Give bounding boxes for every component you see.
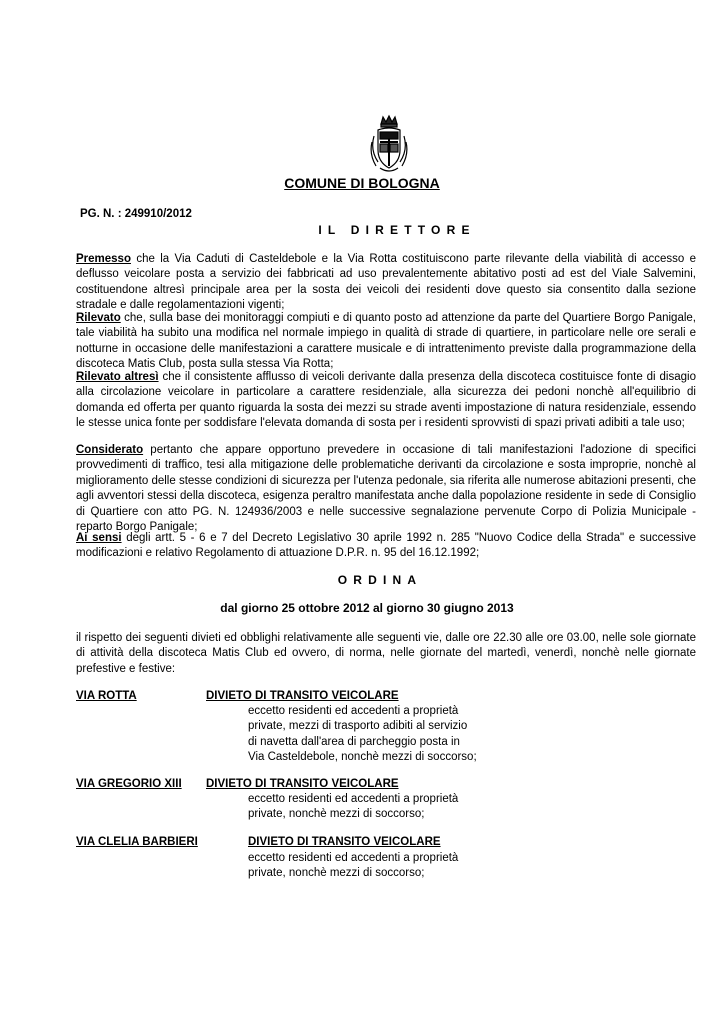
street-exceptions xyxy=(248,851,458,882)
exception-line: private, mezzi di trasporto adibiti al servizio xyxy=(248,720,468,733)
order-intro: il rispetto dei seguenti divieti ed obblighi relativamente alle seguenti vie, dalle ore 22.30 alle ore 03.00, nelle sole giornate di attività della discoteca Matis Club ed ovvero, di norma, nelle giornate del martedì, venerdì, nonchè nelle giornate prefestive e festive: xyxy=(76,632,696,675)
preamble-premesso xyxy=(76,252,696,314)
preamble-text: che il consistente afflusso di veicoli derivante dalla presenza della discoteca costituisce fonte di disagio alla circolazione veicolare in particolare a carattere residenziale, alla sicurezza dei pedoni nonchè all'equilibrio di domanda ed offerta per quanto riguarda la sosta dei mezzi su strade aventi impostazione di natura residenziale, essendo le stesse unica fonte per soddisfare l'elevata domanda di sosta per i residenti sprovvisti di spazi privati adibiti a tale uso; xyxy=(76,371,696,430)
preamble-keyword: Rilevato xyxy=(76,312,121,324)
preamble-keyword: Premesso xyxy=(76,253,131,265)
preamble-rilevato-altresi xyxy=(76,370,696,432)
street-name: VIA ROTTA xyxy=(76,690,137,702)
coat-of-arms-icon xyxy=(368,114,410,176)
exception-line: private, nonchè mezzi di soccorso; xyxy=(248,867,425,880)
preamble-text: degli artt. 5 - 6 e 7 del Decreto Legislativo 30 aprile 1992 n. 285 "Nuovo Codice della Strada" e successive modificazioni e relativo Regolamento di attuazione D.P.R. n. 95 del 16.12.1992; xyxy=(76,532,696,560)
order-heading: ORDINA xyxy=(337,573,423,587)
street-rule: DIVIETO DI TRANSITO VEICOLARE xyxy=(206,690,399,702)
preamble-ai-sensi xyxy=(76,531,696,562)
order-period: dal giorno 25 ottobre 2012 al giorno 30 giugno 2013 xyxy=(220,601,514,615)
preamble-rilevato xyxy=(76,311,696,373)
street-exceptions xyxy=(248,704,477,766)
street-name: VIA CLELIA BARBIERI xyxy=(76,836,198,848)
exception-line: private, nonchè mezzi di soccorso; xyxy=(248,808,425,821)
page-title: COMUNE DI BOLOGNA xyxy=(284,175,440,191)
street-rule: DIVIETO DI TRANSITO VEICOLARE xyxy=(206,778,399,790)
street-name: VIA GREGORIO XIII xyxy=(76,778,182,790)
protocol-number: PG. N. : 249910/2012 xyxy=(80,208,192,220)
preamble-text: che la Via Caduti di Casteldebole e la Via Rotta costituiscono parte rilevante della viabilità di accesso e deflusso veicolare posta a servizio dei fabbricati ad uso prevalentemente abitativo posti ad est del Viale Salvemini, costituendone altresì principale area per la sosta dei veicoli dei residenti dove questo sia consentito dalla sezione stradale e dalle regolamentazioni vigenti; xyxy=(76,253,696,312)
preamble-text: pertanto che appare opportuno prevedere in occasione di tali manifestazioni l'adozione di specifici provvedimenti di traffico, tesi alla mitigazione delle problematiche derivanti da circolazione e sosta improprie, nonchè al miglioramento delle stesse condizioni di sicurezza per l'utenza pedonale, sia riferita alle numerose abitazioni presenti, che agli avventori stessi della discoteca, esigenza peraltro manifestata anche dalla popolazione residente in sede di Consiglio di Quartiere con atto PG. N. 124936/2003 e nelle successive segnalazione pervenute Corpo di Polizia Municipale - reparto Borgo Panigale; xyxy=(76,444,696,534)
street-rule: DIVIETO DI TRANSITO VEICOLARE xyxy=(248,836,441,848)
exception-line: eccetto residenti ed accedenti a proprietà xyxy=(248,705,459,717)
exception-line: di navetta dall'area di parcheggio posta in xyxy=(248,735,460,748)
preamble-considerato xyxy=(76,443,696,535)
preamble-keyword: Ai sensi xyxy=(76,532,122,544)
preamble-text: che, sulla base dei monitoraggi compiuti e di quanto posto ad attenzione da parte del Quartiere Borgo Panigale, tale viabilità ha subito una modifica nel normale impiego in qualità di strade di quartiere, in particolare nelle ore serali e notturne in occasione delle manifestazioni a carattere musicale e di intrattenimento previste dalla programmazione della discoteca Matis Club, posta sulla stessa Via Rotta; xyxy=(76,312,696,371)
street-exceptions xyxy=(248,792,458,823)
preamble-keyword: Rilevato altresì xyxy=(76,371,159,383)
exception-line: eccetto residenti ed accedenti a proprietà xyxy=(248,852,459,864)
exception-line: eccetto residenti ed accedenti a proprietà xyxy=(248,793,459,805)
director-heading: IL DIRETTORE xyxy=(318,223,476,237)
exception-line: Via Casteldebole, nonchè mezzi di soccorso; xyxy=(248,751,477,764)
preamble-keyword: Considerato xyxy=(76,444,144,456)
